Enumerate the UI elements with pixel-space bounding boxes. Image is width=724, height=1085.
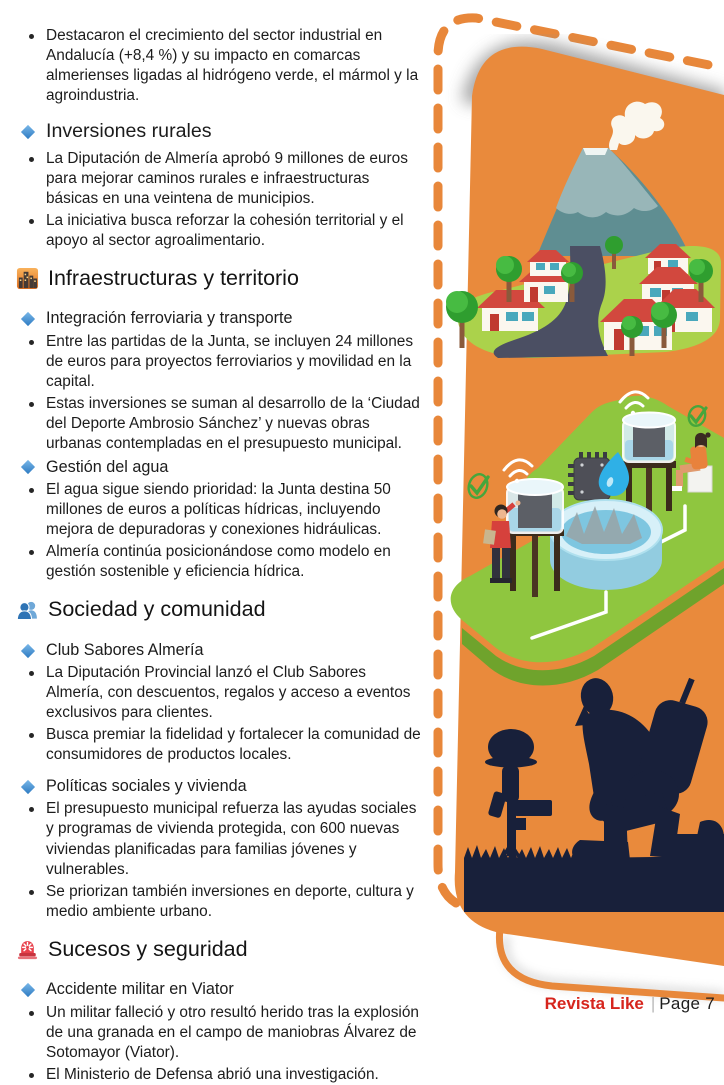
list-item [22, 799, 424, 879]
list-item [22, 882, 424, 922]
sitting-woman [672, 432, 712, 492]
list-item-text: Destacaron el crecimiento del sector industrial en Andalucía (+8,4 %) y su impacto en comarcas almerienses ligadas al hidrógeno verde, el mármol y la agroindustria. [46, 27, 419, 105]
diamond-bullet-icon [21, 125, 35, 139]
subheading-club-sabores [22, 640, 424, 660]
battlefield-cross [485, 729, 552, 860]
village-field [458, 246, 721, 358]
list-item [22, 26, 424, 106]
bullet-dot-icon [29, 1011, 34, 1016]
volcano-smoke [609, 102, 664, 150]
water-basin [550, 500, 662, 590]
diamond-bullet-icon [21, 312, 35, 326]
page-label [659, 994, 715, 1013]
bullet-dot-icon [29, 890, 34, 895]
subheading-label: Políticas sociales y vivienda [46, 777, 247, 796]
section-heading-sociedad [16, 597, 424, 623]
bullet-dot-icon [29, 550, 34, 555]
list-item [22, 663, 424, 723]
section-heading-infraestructuras [16, 266, 424, 292]
village-trees [446, 236, 713, 356]
bullet-dot-icon [29, 488, 34, 493]
dashed-border [438, 18, 724, 903]
diamond-bullet-icon [21, 780, 35, 794]
page-word: Page [659, 994, 701, 1013]
brand-name: Revista Like [544, 994, 644, 1013]
bullet-dot-icon [29, 1073, 34, 1078]
people-icon [16, 598, 39, 621]
village-road [494, 246, 608, 358]
section-title: Sucesos y seguridad [48, 936, 248, 961]
chip-icon [568, 452, 610, 500]
list-item-text: El presupuesto municipal refuerza las ayudas sociales y programas de vivienda protegida, con 600 nuevas viviendas planificadas para familias jóvenes y vulnerables. [46, 800, 417, 878]
siren-icon [16, 938, 39, 961]
diamond-bullet-icon [21, 643, 35, 657]
water-tank-right [620, 392, 676, 517]
platform-side [462, 568, 724, 686]
volcano-village-scene [446, 102, 721, 358]
list-item-text: El agua sigue siendo prioridad: la Junta destina 50 millones de euros a políticas hídricas, incluyendo mejora de depuradoras y conexiones hidráulicas. [46, 481, 391, 539]
list-item-text: El Ministerio de Defensa abrió una investigación. [46, 1065, 379, 1083]
list-item [22, 149, 424, 209]
water-drop-icon [599, 452, 629, 496]
page-footer [545, 994, 715, 1014]
subheading-accidente-militar [22, 979, 424, 999]
subheading-politicas-sociales [22, 776, 424, 796]
list-item [22, 332, 424, 392]
phone-mockup [455, 47, 724, 966]
bullet-dot-icon [29, 733, 34, 738]
diamond-bullet-icon [21, 983, 35, 997]
article-column [22, 26, 424, 1085]
cityscape-icon [16, 267, 39, 290]
bullet-dot-icon [29, 157, 34, 162]
diamond-bullet-icon [21, 460, 35, 474]
subheading-gestion-del-agua [22, 457, 424, 477]
worker-man [483, 501, 520, 584]
section-title: Infraestructuras y territorio [48, 265, 299, 290]
section-title: Sociedad y comunidad [48, 597, 266, 622]
list-item [22, 1065, 424, 1085]
subheading-inversiones-rurales [22, 119, 424, 143]
bullet-dot-icon [29, 807, 34, 812]
list-item [22, 211, 424, 251]
bullet-dot-icon [29, 671, 34, 676]
list-item [22, 725, 424, 765]
illustration-panel [414, 0, 724, 1024]
phone-bottom-outline [499, 928, 724, 998]
water-tank-left [504, 460, 564, 597]
wifi-icon [620, 392, 648, 408]
subheading-label: Club Sabores Almería [46, 640, 204, 659]
wifi-icon [504, 460, 532, 476]
phone-bottom-shadow [505, 936, 724, 995]
list-item [22, 1003, 424, 1063]
phone-shadow [474, 54, 724, 104]
list-item [22, 394, 424, 454]
smart-water-scene [451, 392, 724, 686]
platform-top [451, 396, 724, 663]
village-houses [477, 244, 715, 350]
bullet-dot-icon [29, 219, 34, 224]
subheading-integracion-ferroviaria [22, 308, 424, 328]
list-item-text: Entre las partidas de la Junta, se incluyen 24 millones de euros para proyectos ferroviarios y movilidad en la capital. [46, 332, 414, 390]
list-item-text: La iniciativa busca reforzar la cohesión territorial y el apoyo al sector agroalimentario. [46, 211, 404, 249]
list-item-text: Estas inversiones se suman al desarrollo de la ‘Ciudad del Deporte Ambrosio Sánchez’ y nuevas obras urbanas contempladas en el presupuesto municipal. [46, 394, 420, 452]
list-item-text: La Diputación de Almería aprobó 9 millones de euros para mejorar caminos rurales e infraestructuras básicas en una veintena de municipios. [46, 149, 408, 207]
bullet-dot-icon [29, 402, 34, 407]
subheading-label: Accidente militar en Viator [46, 980, 234, 999]
subheading-label: Gestión del agua [46, 457, 169, 476]
list-item [22, 542, 424, 582]
page-number: 7 [705, 994, 715, 1013]
kneeling-soldier [572, 675, 724, 860]
eco-check-icon [466, 404, 708, 500]
footer-separator: | [650, 994, 656, 1013]
subheading-label: Integración ferroviaria y transporte [46, 309, 293, 328]
section-heading-sucesos [16, 937, 424, 963]
list-item [22, 480, 424, 540]
bullet-dot-icon [29, 34, 34, 39]
list-item-text: La Diputación Provincial lanzó el Club Sabores Almería, con descuentos, regalos y acceso a eventos exclusivos para clientes. [46, 664, 411, 722]
list-item-text: Un militar falleció y otro resultó herido tras la explosión de una granada en el campo de maniobras Álvarez de Sotomayor (Viator). [46, 1003, 419, 1061]
list-item-text: Almería continúa posicionándose como modelo en gestión sostenible y eficiencia hídrica. [46, 543, 391, 581]
bullet-dot-icon [29, 340, 34, 345]
subheading-label: Inversiones rurales [46, 120, 212, 143]
list-item-text: Se priorizan también inversiones en deporte, cultura y medio ambiente urbano. [46, 882, 414, 920]
soldier-memorial-scene [464, 675, 724, 912]
list-item-text: Busca premiar la fidelidad y fortalecer la comunidad de consumidores de productos locales. [46, 726, 421, 764]
